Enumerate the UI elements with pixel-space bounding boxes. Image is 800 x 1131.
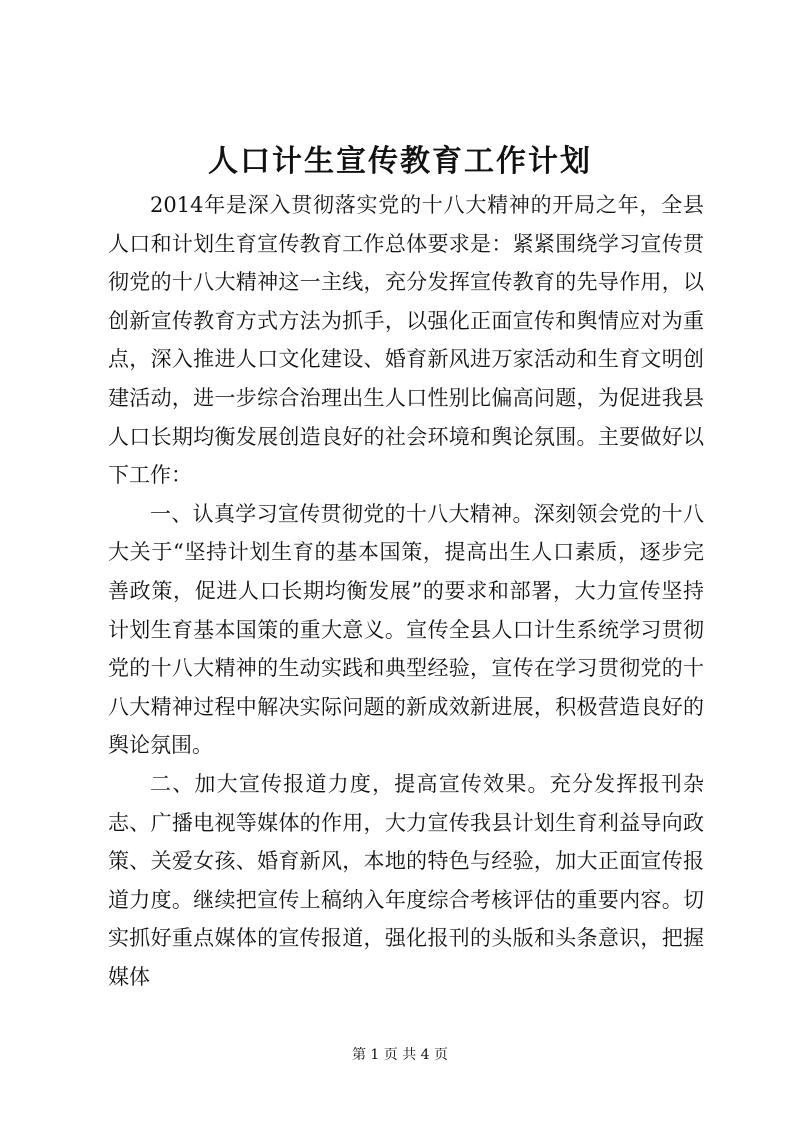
paragraph-intro: 2014年是深入贯彻落实党的十八大精神的开局之年，全县人口和计划生育宣传教育工作总体要求是：紧紧围绕学习宣传贯彻党的十八大精神这一主线，充分发挥宣传教育的先导作用，以创新宣传教育方式方法为抓手，以强化正面宣传和舆情应对为重点，深入推进人口文化建设、婚育新风进万家活动和生育文明创建活动，进一步综合治理出生人口性别比偏高问题，为促进我县人口长期均衡发展创造良好的社会环境和舆论氛围。主要做好以下工作： <box>108 193 704 488</box>
paragraph-section-two: 二、加大宣传报道力度，提高宣传效果。充分发挥报刊杂志、广播电视等媒体的作用，大力宣传我县计划生育利益导向政策、关爱女孩、婚育新风，本地的特色与经验，加大正面宣传报道力度。继续把宣传上稿纳入年度综合考核评估的重要内容。切实抓好重点媒体的宣传报道，强化报刊的头版和头条意识，把握媒体 <box>108 771 704 989</box>
document-body <box>108 186 704 996</box>
page-title: 人口计生宣传教育工作计划 <box>208 144 592 179</box>
page-footer: 第 1 页 共 4 页 <box>351 1047 449 1063</box>
paragraph-section-one: 一、认真学习宣传贯彻党的十八大精神。深刻领会党的十八大关于“坚持计划生育的基本国策，提高出生人口素质，逐步完善政策，促进人口长期均衡发展”的要求和部署，大力宣传坚持计划生育基本国策的重大意义。宣传全县人口计生系统学习贯彻党的十八大精神的生动实践和典型经验，宣传在学习贯彻党的十八大精神过程中解决实际问题的新成效新进展，积极营造良好的舆论氛围。 <box>108 501 704 758</box>
